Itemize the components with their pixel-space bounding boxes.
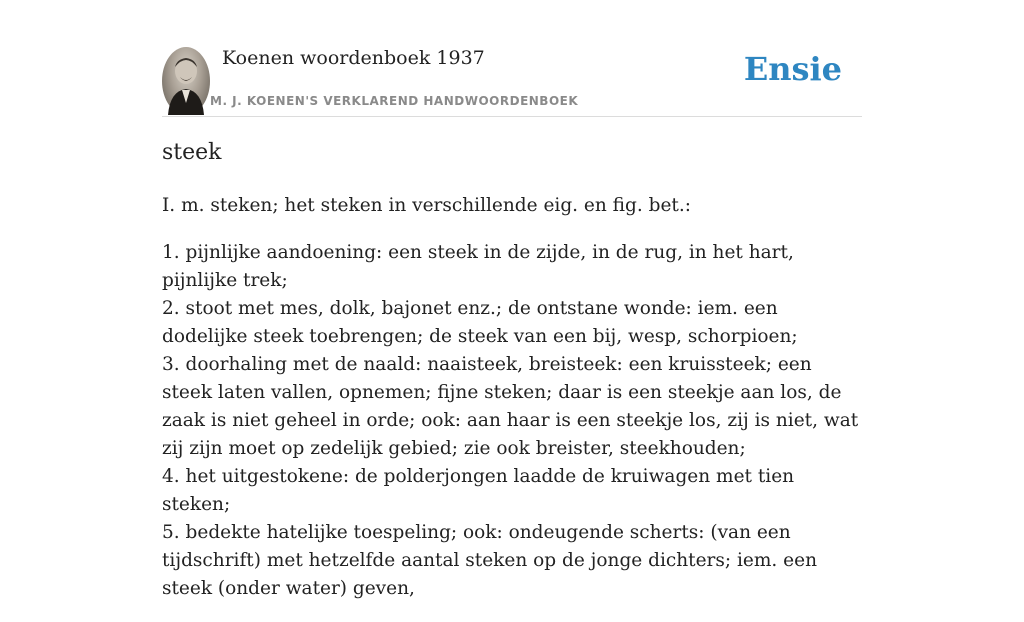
- ensie-logo-link[interactable]: Ensie: [743, 50, 842, 88]
- entry-content: [162, 192, 862, 622]
- definition-list: [162, 239, 862, 603]
- dictionary-subtitle: M. J. KOENEN'S VERKLAREND HANDWOORDENBOEK: [210, 94, 579, 108]
- dictionary-header: [162, 44, 862, 117]
- entry-intro: I. m. steken; het steken in verschillende eig. en fig. bet.:: [162, 195, 691, 216]
- entry-headword: steek: [162, 140, 222, 165]
- dictionary-title[interactable]: Koenen woordenboek 1937: [222, 47, 485, 69]
- definition-item: 1. pijnlijke aandoening: een steek in de zijde, in de rug, in het hart, pijnlijke trek;: [162, 242, 794, 291]
- definition-item: 5. bedekte hatelijke toespeling; ook: ondeugende scherts: (van een tijdschrift) met hetzelfde aantal steken op de jonge dichters; iem. een steek (onder water) geven,: [162, 522, 817, 599]
- definition-item: 2. stoot met mes, dolk, bajonet enz.; de ontstane wonde: iem. een dodelijke steek toebrengen; de steek van een bij, wesp, schorpioen;: [162, 298, 798, 347]
- definition-item: 3. doorhaling met de naald: naaisteek, breisteek: een kruissteek; een steek laten vallen, opnemen; fijne steken; daar is een steekje aan los, de zaak is niet geheel in orde; ook: aan haar is een steekje los, zij is niet, wat zij zijn moet op zedelijk gebied; zie ook breister, steekhouden;: [162, 354, 859, 459]
- author-portrait-icon: [162, 47, 210, 115]
- definition-item: 4. het uitgestokene: de polderjongen laadde de kruiwagen met tien steken;: [162, 466, 795, 515]
